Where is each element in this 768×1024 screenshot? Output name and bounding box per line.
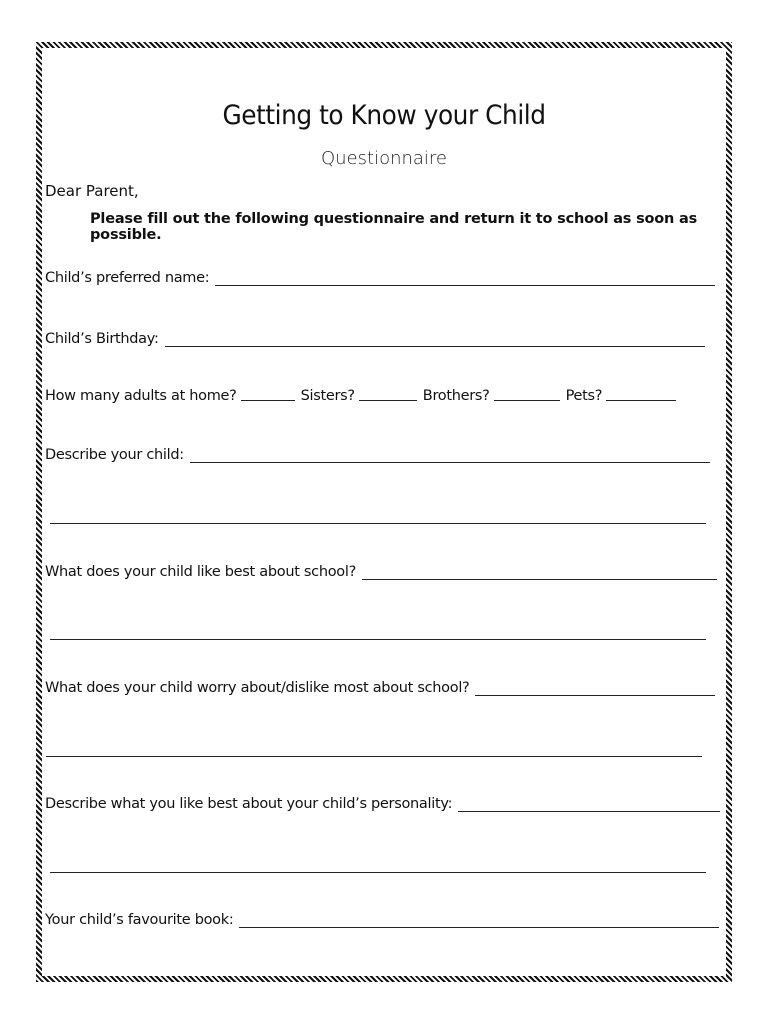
preferred-name-field[interactable] <box>215 284 715 286</box>
worry-dislike-row <box>45 680 715 696</box>
favourite-book-row <box>45 912 719 928</box>
greeting: Dear Parent, <box>45 182 139 200</box>
sisters-field[interactable] <box>359 399 417 401</box>
birthday-label: Child’s Birthday: <box>45 331 159 347</box>
birthday-field[interactable] <box>165 345 705 347</box>
preferred-name-row <box>45 270 715 286</box>
describe-child-row <box>45 447 710 463</box>
personality-label: Describe what you like best about your child’s personality: <box>45 796 453 812</box>
page-subtitle: Questionnaire <box>320 148 448 169</box>
preferred-name-label: Child’s preferred name: <box>45 270 210 286</box>
like-best-school-line-2[interactable] <box>50 638 706 640</box>
page-border <box>36 42 732 982</box>
worry-dislike-line-2[interactable] <box>46 755 702 757</box>
household-row <box>45 388 682 404</box>
describe-child-line-2[interactable] <box>50 522 706 524</box>
like-best-school-field[interactable] <box>362 578 717 580</box>
like-best-school-row <box>45 564 717 580</box>
describe-child-field[interactable] <box>190 461 710 463</box>
favourite-book-label: Your child’s favourite book: <box>45 912 234 928</box>
personality-field[interactable] <box>458 810 720 812</box>
pets-field[interactable] <box>606 399 676 401</box>
pets-label: Pets? <box>565 388 603 404</box>
worry-dislike-label: What does your child worry about/dislike most about school? <box>45 680 470 696</box>
describe-child-label: Describe your child: <box>45 447 184 463</box>
page-title: Getting to Know your Child <box>222 100 546 131</box>
like-best-school-label: What does your child like best about school? <box>45 564 356 580</box>
adults-field[interactable] <box>241 399 295 401</box>
birthday-row <box>45 331 705 347</box>
sisters-label: Sisters? <box>300 388 355 404</box>
personality-row <box>45 796 720 812</box>
brothers-label: Brothers? <box>422 388 490 404</box>
brothers-field[interactable] <box>494 399 560 401</box>
worry-dislike-field[interactable] <box>475 694 715 696</box>
personality-line-2[interactable] <box>50 871 706 873</box>
favourite-book-field[interactable] <box>239 926 719 928</box>
adults-label: How many adults at home? <box>45 388 237 404</box>
instruction-text: Please fill out the following questionnaire and return it to school as soon as possible. <box>90 211 698 243</box>
